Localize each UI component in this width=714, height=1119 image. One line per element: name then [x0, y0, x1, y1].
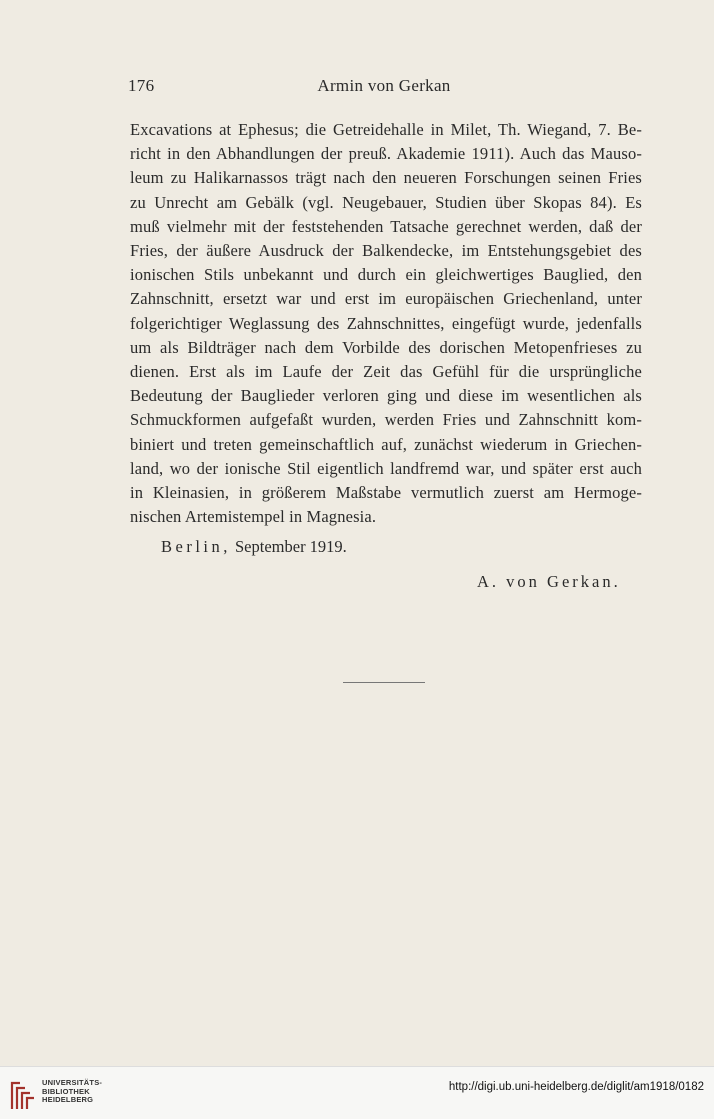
text-line: richt in den Abhandlungen der preuß. Akademie 1911). Auch das Mauso- — [130, 144, 642, 164]
dateline — [161, 537, 347, 557]
date: September 1919. — [235, 537, 347, 556]
text-line: Excavations at Ephesus; die Getreidehalle in Milet, Th. Wiegand, 7. Be- — [130, 120, 642, 139]
body-paragraph — [130, 118, 642, 529]
text-line: dienen. Erst als im Laufe der Zeit das Gefühl für die ursprüngliche — [130, 362, 642, 382]
text-line: Bedeutung der Bauglieder verloren ging und diese im wesentlichen als — [130, 386, 642, 406]
text-line: ionischen Stils unbekannt und durch ein gleichwertiges Bauglied, den — [130, 265, 642, 285]
library-name-line: UNIVERSITÄTS- — [42, 1078, 103, 1087]
running-head — [128, 76, 640, 98]
university-library-logo-icon — [8, 1075, 36, 1111]
digitization-footer — [0, 1066, 714, 1119]
end-rule — [343, 682, 425, 683]
text-line: land, wo der ionische Stil eigentlich landfremd war, und später erst auch — [130, 458, 642, 478]
text-line: zu Unrecht am Gebälk (vgl. Neugebauer, Studien über Skopas 84). Es — [130, 192, 642, 212]
library-name-line: HEIDELBERG — [42, 1095, 94, 1104]
text-line: Fries, der äußere Ausdruck der Balkendecke, im Entstehungsgebiet des — [130, 241, 642, 261]
page-number: 176 — [128, 76, 155, 95]
text-line: leum zu Halikarnassos trägt nach den neueren Forschungen seinen Fries — [130, 168, 642, 188]
library-name-line: BIBLIOTHEK — [42, 1086, 90, 1096]
running-title: Armin von Gerkan — [317, 76, 451, 95]
text-line: Zahnschnitt, ersetzt war und erst im europäischen Griechenland, unter — [130, 289, 642, 309]
text-line: folgerichtiger Weglassung des Zahnschnittes, eingefügt wurde, jedenfalls — [130, 313, 642, 333]
text-line: nischen Artemistempel in Magnesia. — [130, 507, 377, 527]
place: Berlin, — [161, 537, 231, 556]
author-signature: A. von Gerkan. — [477, 572, 621, 591]
library-name — [42, 1079, 102, 1105]
source-url-link[interactable]: http://digi.ub.uni-heidelberg.de/diglit/am1918/0182 — [448, 1081, 704, 1093]
text-line: Schmuckformen aufgefaßt wurden, werden Fries und Zahnschnitt kom- — [130, 410, 642, 430]
text-line: in Kleinasien, in größerem Maßstabe vermutlich zuerst am Hermoge- — [130, 483, 642, 503]
text-line: muß vielmehr mit der feststehenden Tatsache gerechnet werden, daß der — [130, 216, 642, 236]
text-line: biniert und treten gemeinschaftlich auf, zunächst wiederum in Griechen- — [130, 434, 642, 454]
text-line: um als Bildträger nach dem Vorbilde des dorischen Metopenfrieses zu — [130, 337, 642, 357]
